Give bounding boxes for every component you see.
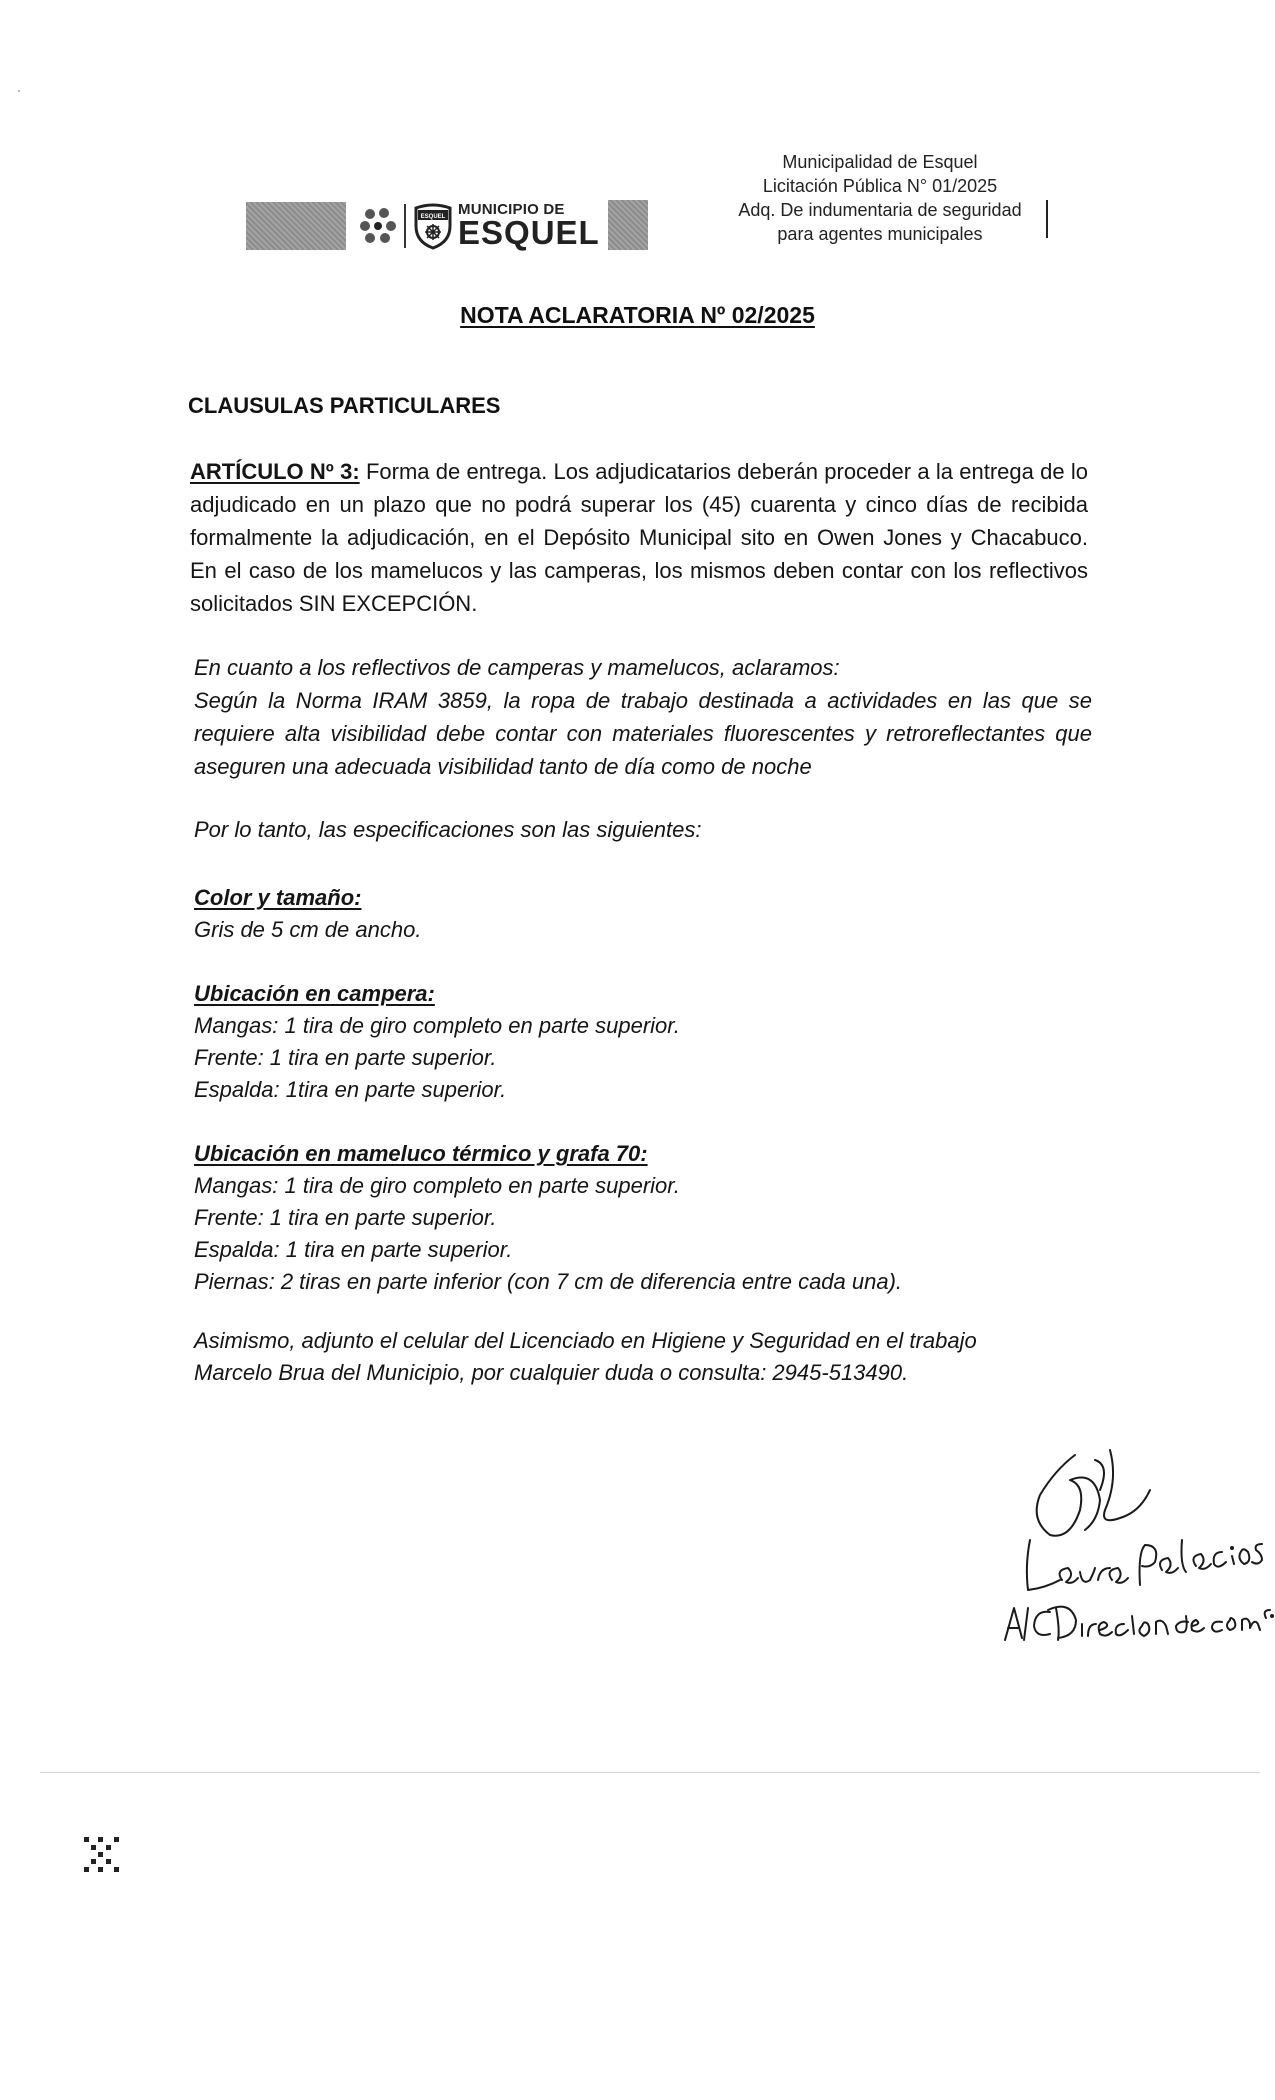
article-label: ARTÍCULO Nº 3: — [190, 459, 360, 484]
reflectivos-intro — [194, 652, 1092, 684]
contacto-paragraph — [194, 1325, 1154, 1389]
mameluco-section — [194, 1138, 1092, 1298]
especificaciones-text: Por lo tanto, las especificaciones son las siguientes: — [194, 817, 702, 842]
campera-heading: Ubicación en campera: — [194, 981, 435, 1006]
logo-divider — [404, 204, 406, 248]
especificaciones-intro — [194, 814, 1092, 846]
document-title — [0, 302, 1275, 329]
mameluco-item: Frente: 1 tira en parte superior. — [194, 1205, 497, 1230]
logo-gray-bar-right — [608, 200, 648, 250]
flower-icon — [356, 204, 400, 248]
article-3 — [190, 455, 1088, 620]
color-heading: Color y tamaño: — [194, 885, 362, 910]
document-title-text: NOTA ACLARATORIA Nº 02/2025 — [460, 302, 815, 328]
campera-item: Espalda: 1tira en parte superior. — [194, 1077, 507, 1102]
article-text: Forma de entrega. Los adjudicatarios deberán proceder a la entrega de lo adjudicado en un plazo que no podrá superar los (45) cuarenta y cinco días de recibida formalmente la adjudicación, en el Depósito Municipal sito en Owen Jones y Chacabuco. En el caso de los mamelucos y las camperas, los mismos deben contar con los reflectivos solicitados SIN EXCEPCIÓN. — [190, 459, 1088, 616]
mameluco-item: Mangas: 1 tira de giro completo en parte superior. — [194, 1173, 680, 1198]
campera-section — [194, 978, 1092, 1106]
shield-icon — [412, 202, 454, 250]
contacto-line: Marcelo Brua del Municipio, por cualquier duda o consulta: 2945-513490. — [194, 1360, 909, 1385]
norma-paragraph — [194, 684, 1092, 783]
header-line: Municipalidad de Esquel — [782, 152, 978, 172]
campera-item: Frente: 1 tira en parte superior. — [194, 1045, 497, 1070]
header-line: Licitación Pública N° 01/2025 — [762, 176, 998, 196]
mameluco-item: Piernas: 2 tiras en parte inferior (con 7 cm de diferencia entre cada una). — [194, 1269, 903, 1294]
campera-item: Mangas: 1 tira de giro completo en parte superior. — [194, 1013, 680, 1038]
municipio-label: MUNICIPIO DE — [458, 201, 565, 218]
handwritten-signature — [1000, 1440, 1275, 1680]
reflectivos-intro-text: En cuanto a los reflectivos de camperas y mamelucos, aclaramos: — [194, 655, 840, 680]
section-heading: CLAUSULAS PARTICULARES — [188, 393, 501, 418]
header-line: para agentes municipales — [777, 224, 983, 244]
color-section — [194, 882, 1092, 946]
header-info — [700, 150, 1060, 246]
contacto-line: Asimismo, adjunto el celular del Licenciado en Higiene y Seguridad en el trabajo — [194, 1328, 977, 1353]
logo-gray-bar-left — [246, 202, 346, 250]
qr-code-icon — [82, 1835, 122, 1875]
scan-speck — [18, 90, 20, 92]
footer-rule — [40, 1772, 1260, 1773]
header-vertical-rule — [1046, 200, 1048, 238]
norma-text: Según la Norma IRAM 3859, la ropa de trabajo destinada a actividades en las que se requiere alta visibilidad debe contar con materiales fluorescentes y retroreflectantes que aseguren una adecuada visibilidad tanto de día como de noche — [194, 688, 1092, 779]
mameluco-heading: Ubicación en mameluco térmico y grafa 70: — [194, 1141, 648, 1166]
mameluco-item: Espalda: 1 tira en parte superior. — [194, 1237, 513, 1262]
city-label: ESQUEL — [458, 214, 600, 251]
shield-text: ESQUEL — [420, 214, 446, 220]
color-value: Gris de 5 cm de ancho. — [194, 917, 422, 942]
header-line: Adq. De indumentaria de seguridad — [738, 200, 1022, 220]
municipio-logo — [246, 198, 651, 254]
